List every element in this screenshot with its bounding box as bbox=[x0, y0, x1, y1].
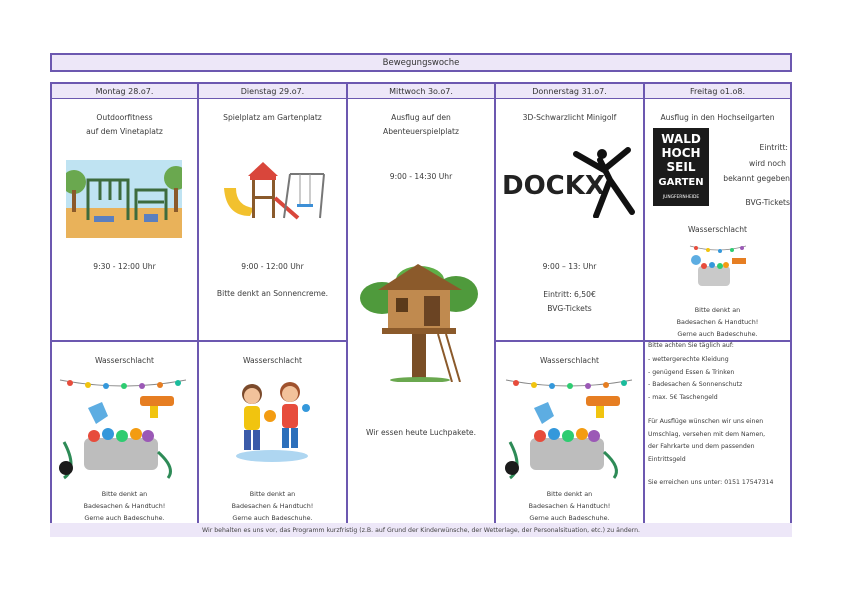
col-divider-1 bbox=[197, 82, 199, 523]
notes-item: - max. 5€ Taschengeld bbox=[648, 393, 718, 401]
col-divider-2 bbox=[346, 82, 348, 523]
logo-line-garten: GARTEN bbox=[658, 177, 704, 188]
col-divider-4 bbox=[643, 82, 645, 523]
logo-line-hoch: HOCH bbox=[661, 146, 701, 160]
wednesday-time: 9:00 - 14:30 Uhr bbox=[389, 172, 453, 181]
monday-water-title: Wasserschlacht bbox=[94, 356, 155, 365]
thursday-time: 9:00 – 13: Uhr bbox=[542, 262, 597, 271]
friday-water-fight-image bbox=[688, 240, 748, 292]
footer-disclaimer: Wir behalten es uns vor, das Programm kurzfristig (z.B. auf Grund der Kinderwünsche, der Wetterlage, der Personalsituation, etc.) zu ändern. bbox=[50, 523, 792, 537]
notes-trip-line: Umschlag, versehen mit dem Namen, bbox=[648, 430, 766, 438]
friday-note-line2: Badesachen & Handtuch! bbox=[676, 318, 759, 326]
friday-water-note bbox=[645, 304, 790, 340]
thursday-note-line3: Gerne auch Badeschuhe. bbox=[529, 514, 610, 522]
page-title: Bewegungswoche bbox=[50, 53, 792, 72]
notes-item: - genügend Essen & Trinken bbox=[648, 368, 735, 376]
tuesday-note-line1: Bitte denkt an bbox=[249, 490, 296, 498]
notes-item: - wettergerechte Kleidung bbox=[648, 356, 729, 363]
day-header-thursday: Donnerstag 31.o7. bbox=[496, 84, 643, 98]
notes-trip-line: der Fahrkarte und dem passenden bbox=[648, 443, 755, 450]
logo-line-wald: WALD bbox=[661, 132, 701, 146]
monday-activity-line2: auf dem Vinetaplatz bbox=[86, 127, 163, 136]
thursday-note-line2: Badesachen & Handtuch! bbox=[528, 502, 611, 510]
wednesday-lunch: Wir essen heute Luchpakete. bbox=[365, 428, 477, 437]
tuesday-water-title: Wasserschlacht bbox=[242, 356, 303, 365]
monday-note-line3: Gerne auch Badeschuhe. bbox=[84, 514, 165, 522]
thursday-tickets: BVG-Tickets bbox=[547, 304, 592, 313]
monday-note-line2: Badesachen & Handtuch! bbox=[83, 502, 166, 510]
tuesday-water-note bbox=[199, 488, 346, 524]
wednesday-activity-line2: Abenteuerspielplatz bbox=[383, 127, 459, 136]
friday-entry bbox=[712, 140, 790, 187]
outdoor-fitness-image bbox=[66, 160, 182, 238]
friday-entry-line2: wird noch bbox=[749, 158, 786, 168]
notes-trip-line: Eintrittsgeld bbox=[648, 455, 686, 463]
friday-note-line3: Gerne auch Badeschuhe. bbox=[677, 330, 758, 338]
notes-heading: Bitte achten Sie täglich auf: bbox=[648, 342, 734, 349]
monday-time: 9:30 - 12:00 Uhr bbox=[93, 262, 156, 271]
row-divider-left bbox=[50, 340, 348, 342]
thursday-water-fight-image bbox=[504, 372, 634, 480]
day-header-wednesday: Mittwoch 3o.o7. bbox=[348, 84, 494, 98]
kids-water-fight-image bbox=[230, 378, 316, 464]
logo-line-seil: SEIL bbox=[666, 160, 696, 174]
dockx-logo-text: DOCKX bbox=[502, 171, 605, 201]
monday-activity-line1: Outdoorfitness bbox=[96, 113, 153, 122]
tuesday-note-line2: Badesachen & Handtuch! bbox=[231, 502, 314, 510]
friday-activity: Ausflug in den Hochseilgarten bbox=[660, 113, 775, 122]
parent-notes bbox=[648, 341, 790, 488]
friday-water-title: Wasserschlacht bbox=[687, 225, 748, 234]
day-header-friday: Freitag o1.o8. bbox=[645, 84, 790, 98]
thursday-water-note bbox=[496, 488, 643, 524]
monday-activity bbox=[52, 111, 197, 139]
tuesday-activity: Spielplatz am Gartenplatz bbox=[223, 113, 322, 122]
wednesday-activity bbox=[348, 111, 494, 139]
hochseilgarten-logo bbox=[653, 128, 709, 206]
friday-entry-line1: Eintritt: bbox=[759, 143, 788, 152]
friday-entry-line3: bekannt gegeben bbox=[723, 174, 790, 183]
thursday-activity: 3D-Schwarzlicht Minigolf bbox=[522, 113, 617, 122]
tuesday-note-line3: Gerne auch Badeschuhe. bbox=[232, 514, 313, 522]
friday-note-line1: Bitte denkt an bbox=[694, 306, 741, 314]
logo-line-jungfernheide: JUNGFERNHEIDE bbox=[662, 195, 700, 200]
thursday-water-title: Wasserschlacht bbox=[539, 356, 600, 365]
notes-trip-line: Für Ausflüge wünschen wir uns einen bbox=[648, 418, 764, 425]
thursday-entry: Eintritt: 6,50€ bbox=[543, 290, 596, 299]
notes-item: - Badesachen & Sonnenschutz bbox=[648, 381, 743, 388]
monday-water-fight-image bbox=[58, 372, 188, 480]
treehouse-image bbox=[360, 258, 478, 382]
dockx-logo bbox=[500, 146, 638, 218]
notes-contact: Sie erreichen uns unter: 0151 17547314 bbox=[648, 479, 774, 486]
monday-note-line1: Bitte denkt an bbox=[101, 490, 148, 498]
playground-image bbox=[220, 158, 326, 222]
tuesday-note: Bitte denkt an Sonnencreme. bbox=[216, 289, 329, 298]
day-header-tuesday: Dienstag 29.o7. bbox=[199, 84, 346, 98]
friday-tickets: BVG-Tickets bbox=[745, 198, 790, 207]
monday-water-note bbox=[52, 488, 197, 524]
thursday-note-line1: Bitte denkt an bbox=[546, 490, 593, 498]
day-header-monday: Montag 28.o7. bbox=[52, 84, 197, 98]
wednesday-activity-line1: Ausflug auf den bbox=[391, 113, 451, 122]
tuesday-time: 9:00 - 12:00 Uhr bbox=[241, 262, 304, 271]
